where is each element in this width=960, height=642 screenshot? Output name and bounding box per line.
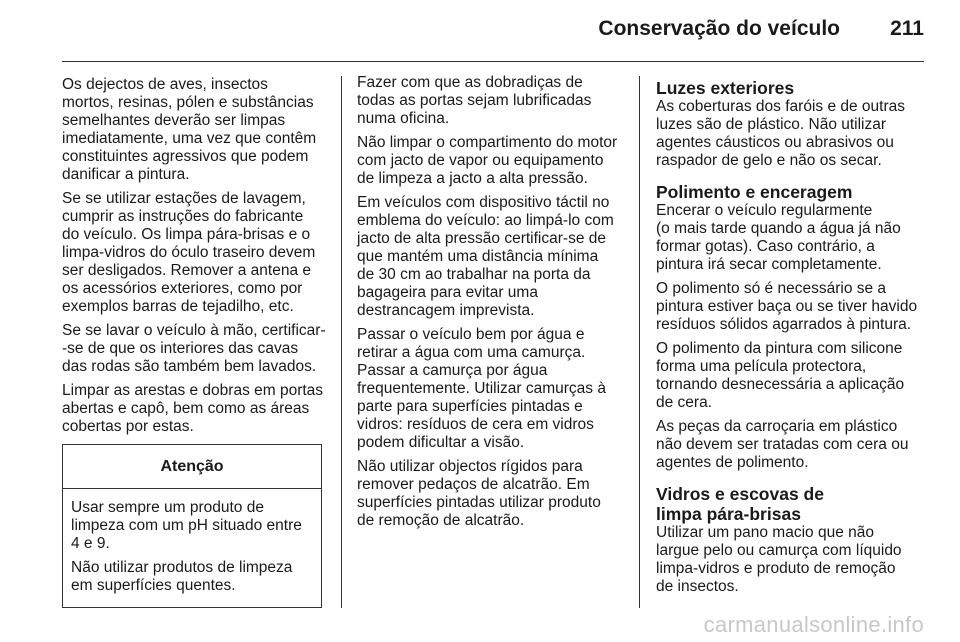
text-line: das rodas são também bem lavados. bbox=[62, 358, 317, 375]
text-line: formar gotas). Caso contrário, a bbox=[656, 238, 875, 255]
text-line: largue pelo ou camurça com líquido bbox=[656, 542, 902, 559]
text-line: danificar a pintura. bbox=[62, 166, 190, 183]
column-1 bbox=[62, 76, 324, 608]
paragraph bbox=[71, 499, 313, 553]
text-line: Em veículos com dispositivo táctil no bbox=[357, 194, 610, 211]
text-line: numa oficina. bbox=[357, 110, 450, 127]
text-line: -se de que os interiores das cavas bbox=[62, 340, 299, 357]
text-line: frequentemente. Utilizar camurças à bbox=[357, 380, 606, 397]
text-line: luzes são de plástico. Não utilizar bbox=[656, 116, 887, 133]
text-line: ser desligados. Remover a antena e bbox=[62, 262, 312, 279]
section-heading: Luzes exteriores bbox=[656, 78, 795, 98]
text-line: agentes de polimento. bbox=[656, 454, 809, 471]
text-line: Passar o veículo bem por água e bbox=[357, 326, 585, 343]
text-line: pintura estiver baça ou se tiver havido bbox=[656, 298, 918, 315]
text-line: de cera. bbox=[656, 394, 713, 411]
paragraph bbox=[71, 559, 313, 595]
paragraph bbox=[357, 326, 625, 452]
text-line: parte para superfícies pintadas e bbox=[357, 398, 583, 415]
text-line: imediatamente, uma vez que contêm bbox=[62, 130, 317, 147]
text-line: remover pedaços de alcatrão. Em bbox=[357, 476, 590, 493]
paragraph bbox=[656, 418, 924, 472]
paragraph bbox=[656, 280, 924, 334]
paragraph bbox=[656, 98, 924, 170]
warning-box bbox=[62, 444, 322, 608]
text-line: com jacto de vapor ou equipamento bbox=[357, 152, 604, 169]
warning-body bbox=[63, 489, 321, 607]
text-line: agentes cáusticos ou abrasivos ou bbox=[656, 134, 894, 151]
section-heading: Polimento e enceragem bbox=[656, 182, 853, 202]
paragraph bbox=[62, 382, 324, 436]
text-line: As coberturas dos faróis e de outras bbox=[656, 98, 905, 115]
text-line: mortos, resinas, pólen e substâncias bbox=[62, 94, 314, 111]
paragraph bbox=[656, 202, 924, 274]
text-line: Fazer com que as dobradiças de bbox=[357, 74, 583, 91]
text-line: O polimento da pintura com silicone bbox=[656, 340, 903, 357]
text-line: constituintes agressivos que podem bbox=[62, 148, 309, 165]
text-line: As peças da carroçaria em plástico bbox=[656, 418, 898, 435]
page-title: Conservação do veículo bbox=[598, 17, 840, 40]
header-divider bbox=[62, 61, 924, 62]
text-line: de insectos. bbox=[656, 578, 739, 595]
watermark: carmanualsonline.info bbox=[703, 612, 924, 637]
text-line: Encerar o veículo regularmente bbox=[656, 202, 873, 219]
text-line: Não limpar o compartimento do motor bbox=[357, 134, 618, 151]
text-line: (o mais tarde quando a água já não bbox=[656, 220, 901, 237]
paragraph bbox=[62, 76, 324, 184]
text-line: limpeza com um pH situado entre bbox=[71, 517, 302, 534]
text-line: tornando desnecessária a aplicação bbox=[656, 376, 905, 393]
text-line: O polimento só é necessário se a bbox=[656, 280, 887, 297]
paragraph bbox=[62, 322, 324, 376]
column-divider-1 bbox=[341, 76, 342, 608]
text-line: todas as portas sejam lubrificadas bbox=[357, 92, 592, 109]
text-line: pintura irá secar completamente. bbox=[656, 256, 882, 273]
paragraph bbox=[357, 74, 625, 128]
text-line: limpa-vidros e produto de remoção bbox=[656, 560, 896, 577]
section-heading bbox=[656, 484, 924, 524]
text-line: destrancagem imprevista. bbox=[357, 302, 535, 319]
text-line: que mantém uma distância mínima bbox=[357, 248, 599, 265]
text-line: 4 e 9. bbox=[71, 535, 110, 552]
text-line: emblema do veículo: ao limpá-lo com bbox=[357, 212, 614, 229]
text-line: vidros: resíduos de cera em vidros bbox=[357, 416, 594, 433]
text-line: Os dejectos de aves, insectos bbox=[62, 76, 268, 93]
text-line: Se se utilizar estações de lavagem, bbox=[62, 190, 306, 207]
text-line: forma uma película protectora, bbox=[656, 358, 867, 375]
text-line: de remoção de alcatrão. bbox=[357, 512, 525, 529]
text-line: bagageira para evitar uma bbox=[357, 284, 538, 301]
warning-title: Atenção bbox=[63, 445, 321, 489]
text-line: exemplos barras de tejadilho, etc. bbox=[62, 298, 294, 315]
text-line: Utilizar um pano macio que não bbox=[656, 524, 874, 541]
text-line: podem dificultar a visão. bbox=[357, 434, 525, 451]
text-line: em superfícies quentes. bbox=[71, 577, 236, 594]
paragraph bbox=[656, 340, 924, 412]
text-line: os acessórios exteriores, como por bbox=[62, 280, 303, 297]
paragraph bbox=[357, 134, 625, 188]
heading-line: Vidros e escovas de bbox=[656, 484, 824, 504]
text-line: abertas e capô, bem como as áreas bbox=[62, 400, 310, 417]
column-3 bbox=[656, 76, 924, 602]
text-line: Não utilizar objectos rígidos para bbox=[357, 458, 583, 475]
column-2 bbox=[357, 74, 625, 536]
text-line: superfícies pintadas utilizar produto bbox=[357, 494, 601, 511]
column-divider-2 bbox=[639, 76, 640, 608]
text-line: raspador de gelo e não os secar. bbox=[656, 152, 882, 169]
text-line: Não utilizar produtos de limpeza bbox=[71, 559, 293, 576]
text-line: Usar sempre um produto de bbox=[71, 499, 264, 516]
text-line: não devem ser tratadas com cera ou bbox=[656, 436, 909, 453]
heading-line: limpa pára-brisas bbox=[656, 504, 801, 524]
page-number: 211 bbox=[890, 17, 924, 40]
text-line: resíduos sólidos agarrados à pintura. bbox=[656, 316, 912, 333]
text-line: retirar a água com uma camurça. bbox=[357, 344, 586, 361]
text-line: cobertas por estas. bbox=[62, 418, 194, 435]
paragraph bbox=[62, 190, 324, 316]
paragraph bbox=[357, 194, 625, 320]
text-line: semelhantes deverão ser limpas bbox=[62, 112, 286, 129]
text-line: Se se lavar o veículo à mão, certificar- bbox=[62, 322, 326, 339]
text-line: do veículo. Os limpa pára-brisas e o bbox=[62, 226, 311, 243]
text-line: cumprir as instruções do fabricante bbox=[62, 208, 304, 225]
text-line: limpa-vidros do óculo traseiro devem bbox=[62, 244, 316, 261]
text-line: Passar a camurça por água bbox=[357, 362, 548, 379]
text-line: jacto de alta pressão certificar-se de bbox=[357, 230, 606, 247]
text-line: Limpar as arestas e dobras em portas bbox=[62, 382, 324, 399]
paragraph bbox=[656, 524, 924, 596]
text-line: de limpeza a jacto a alta pressão. bbox=[357, 170, 588, 187]
text-line: de 30 cm ao trabalhar na porta da bbox=[357, 266, 591, 283]
paragraph bbox=[357, 458, 625, 530]
